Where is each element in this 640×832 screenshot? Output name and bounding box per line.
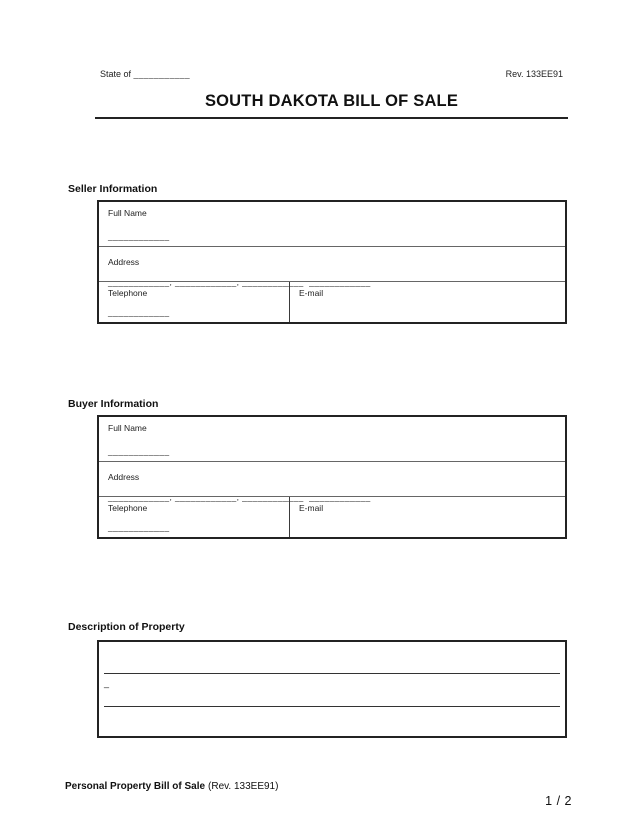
seller-address-row <box>99 246 565 287</box>
buyer-section-heading: Buyer Information <box>68 398 159 410</box>
seller-telephone-blank-field[interactable]: ____________ <box>108 307 170 317</box>
buyer-full-name-label: Full Name <box>108 423 147 433</box>
seller-email-cell <box>289 282 565 322</box>
state-of-label: State of <box>100 69 132 79</box>
buyer-full-name-blank-field[interactable]: ____________ <box>108 446 170 456</box>
seller-contact-row <box>99 281 565 322</box>
description-box <box>97 640 567 738</box>
buyer-email-cell <box>289 497 565 537</box>
buyer-telephone-blank-field[interactable]: ____________ <box>108 522 170 532</box>
header-row <box>100 69 563 79</box>
seller-section-heading: Seller Information <box>68 183 158 195</box>
buyer-email-label: E-mail <box>299 503 324 513</box>
description-section-heading: Description of Property <box>68 621 185 633</box>
seller-telephone-cell <box>99 282 289 322</box>
buyer-contact-row <box>99 496 565 537</box>
buyer-address-label: Address <box>108 472 140 482</box>
buyer-telephone-label: Telephone <box>108 503 148 513</box>
seller-full-name-row <box>99 202 565 246</box>
page-title: SOUTH DAKOTA BILL OF SALE <box>204 92 459 110</box>
description-write-line-2[interactable] <box>104 706 560 707</box>
state-of-blank-field[interactable]: ___________ <box>133 69 190 79</box>
seller-info-table <box>97 200 567 324</box>
title-divider <box>95 117 568 119</box>
seller-telephone-label: Telephone <box>108 288 148 298</box>
footer-revision-note: (Rev. 133EE91) <box>208 781 279 792</box>
description-continuation-dash: _ <box>104 678 110 688</box>
seller-email-label: E-mail <box>299 288 324 298</box>
buyer-telephone-cell <box>99 497 289 537</box>
seller-full-name-label: Full Name <box>108 208 147 218</box>
revision-label: Rev. 133EE91 <box>505 69 563 79</box>
buyer-info-table <box>97 415 567 539</box>
state-of-field <box>100 69 190 79</box>
seller-address-blank-field[interactable]: ____________, ____________, ____________ ____________ <box>108 277 371 287</box>
seller-full-name-blank-field[interactable]: ____________ <box>108 231 170 241</box>
buyer-full-name-row <box>99 417 565 461</box>
footer-document-title: Personal Property Bill of Sale <box>65 781 206 792</box>
buyer-address-blank-field[interactable]: ____________, ____________, ____________ ____________ <box>108 492 371 502</box>
footer-document-name <box>65 781 278 792</box>
page-indicator: 1 / 2 <box>545 794 572 808</box>
buyer-address-row <box>99 461 565 502</box>
seller-address-label: Address <box>108 257 140 267</box>
description-write-line-1[interactable] <box>104 673 560 674</box>
